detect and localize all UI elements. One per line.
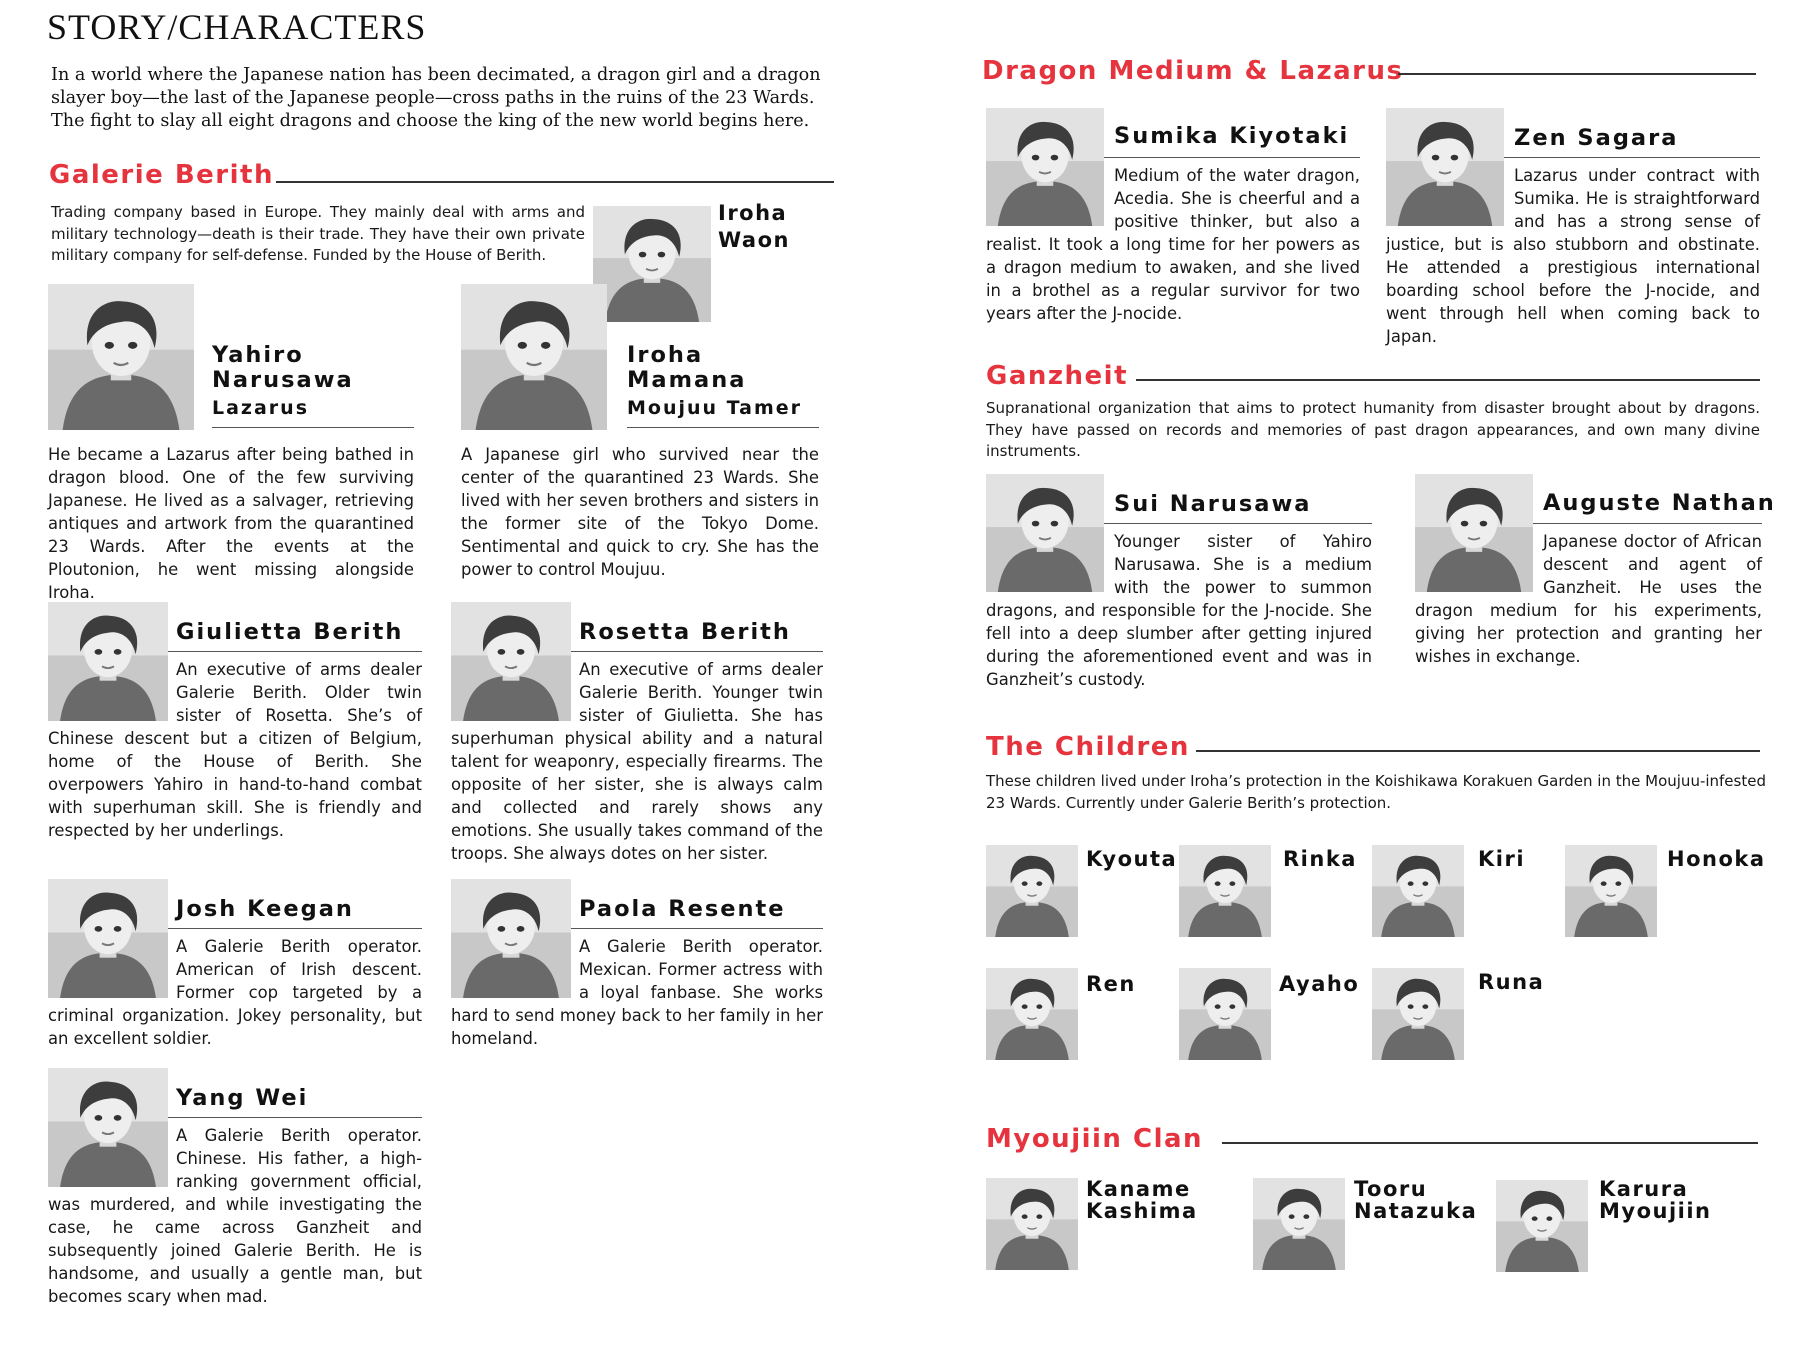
ganzheit-heading-rule — [1136, 379, 1760, 381]
giulietta-block — [48, 602, 422, 842]
yahiro-role: Lazarus — [212, 397, 310, 419]
paola-portrait — [451, 879, 571, 998]
iroha-waon-portrait — [593, 206, 711, 322]
paola-name: Paola Resente — [579, 896, 786, 922]
ren-portrait — [986, 968, 1078, 1060]
myoujiin-heading-rule — [1222, 1142, 1758, 1144]
honoka-name: Honoka — [1667, 847, 1766, 871]
josh-block — [48, 879, 422, 1050]
yahiro-last-name: Narusawa — [212, 367, 354, 393]
sui-block — [986, 474, 1372, 691]
iroha-mamana-first-name: Iroha — [627, 342, 704, 368]
yang-portrait — [48, 1068, 168, 1187]
josh-description: A Galerie Berith operator. American of Irish descent. Former cop targeted by a criminal organization. Jokey personality, but an excellent soldier. — [48, 937, 422, 1048]
zen-name: Zen Sagara — [1514, 125, 1679, 151]
children-heading-rule — [1196, 750, 1760, 752]
children-heading: The Children — [986, 732, 1190, 762]
iroha-waon-name — [718, 200, 790, 254]
sumika-block — [986, 108, 1360, 325]
ren-name: Ren — [1086, 972, 1136, 996]
sui-description: Younger sister of Yahiro Narusawa. She is a medium with the power to summon dragons, and responsible for the J-nocide. She fell into a deep slumber after getting injured during the aforementioned event and was in Ganzheit’s custody. — [986, 532, 1372, 689]
runa-name: Runa — [1478, 970, 1545, 994]
paola-description: A Galerie Berith operator. Mexican. Former actress with a loyal fanbase. She works hard to send money back to her family in her homeland. — [451, 937, 823, 1048]
iroha-waon-first-name: Iroha — [718, 201, 788, 225]
rinka-name: Rinka — [1283, 847, 1357, 871]
page-title: STORY/CHARACTERS — [47, 7, 427, 47]
rinka-portrait — [1179, 845, 1271, 937]
kaname-name: Kaname Kashima — [1086, 1177, 1198, 1223]
iroha-mamana-portrait — [461, 284, 607, 430]
auguste-portrait — [1415, 474, 1533, 592]
josh-portrait — [48, 879, 168, 998]
rosetta-description: An executive of arms dealer Galerie Berith. Younger twin sister of Giulietta. She has superhuman physical ability and a natural talent for weaponry, especially firearms. The opposite of her sister, she is always calm and collected and rarely shows any emotions. She usually takes command of the troops. She always dotes on her sister. — [451, 660, 823, 863]
children-description: These children lived under Iroha’s protection in the Koishikawa Korakuen Garden in the Moujuu-infested 23 Wards. Currently under Galerie Berith’s protection. — [986, 772, 1766, 812]
myoujiin-heading: Myoujiin Clan — [986, 1124, 1204, 1154]
dragon-medium-heading: Dragon Medium & Lazarus — [982, 56, 1404, 86]
iroha-mamana-last-name: Mamana — [627, 367, 747, 393]
galerie-berith-heading: Galerie Berith — [49, 160, 274, 190]
yang-name: Yang Wei — [176, 1085, 309, 1111]
yang-description: A Galerie Berith operator. Chinese. His father, a high-ranking government official, was murdered, and while investigating the case, he came across Ganzheit and subsequently joined Galerie Berith. He is handsome, and usually a gentle man, but becomes scary when mad. — [48, 1126, 422, 1306]
iroha-mamana-name-underline — [627, 427, 819, 428]
zen-portrait — [1386, 108, 1504, 226]
ganzheit-description: Supranational organization that aims to protect humanity from disaster brought about by dragons. They have passed on records and memories of past dragon appearances, and own many divine instruments. — [986, 399, 1760, 460]
yahiro-description: He became a Lazarus after being bathed in dragon blood. One of the few surviving Japanese. He lived as a salvager, retrieving antiques and artwork from the quarantined 23 Wards. After the events at the Ploutonion, he went missing alongside Iroha. — [48, 445, 414, 602]
galerie-description: Trading company based in Europe. They mainly deal with arms and military technology—death is their trade. They have their own private military company for self-defense. Funded by the House of Berith. — [51, 203, 585, 264]
iroha-waon-last-name: Waon — [718, 228, 790, 252]
kiri-name: Kiri — [1478, 847, 1526, 871]
kaname-portrait — [986, 1178, 1078, 1270]
intro-text: In a world where the Japanese nation has been decimated, a dragon girl and a dragon slayer boy—the last of the Japanese people—cross paths in the ruins of the 23 Wards. The fight to slay all eight dragons and choose the king of the new world begins here. — [51, 65, 821, 131]
giulietta-description: An executive of arms dealer Galerie Berith. Older twin sister of Rosetta. She’s of Chinese descent but a citizen of Belgium, home of the House of Berith. She overpowers Yahiro in hand-to-hand combat with superhuman skill. She is friendly and respected by her underlings. — [48, 660, 422, 840]
giulietta-portrait — [48, 602, 168, 721]
zen-description: Lazarus under contract with Sumika. He is straightforward and has a strong sense of justice, but is also stubborn and obstinate. He attended a prestigious international boarding school before the J-nocide, and went through hell when coming back to Japan. — [1386, 166, 1760, 346]
ayaho-portrait — [1179, 968, 1271, 1060]
galerie-heading-rule — [276, 181, 834, 183]
tooru-name: Tooru Natazuka — [1354, 1177, 1478, 1223]
yahiro-first-name: Yahiro — [212, 342, 304, 368]
zen-block — [1386, 108, 1760, 348]
kiri-portrait — [1372, 845, 1464, 937]
rosetta-portrait — [451, 602, 571, 721]
sui-name: Sui Narusawa — [1114, 491, 1312, 517]
yang-block — [48, 1068, 422, 1308]
karura-name: Karura Myoujiin — [1599, 1177, 1712, 1223]
sui-portrait — [986, 474, 1104, 592]
iroha-mamana-name — [627, 343, 746, 393]
giulietta-name: Giulietta Berith — [176, 619, 404, 645]
yahiro-portrait — [48, 284, 194, 430]
dragon-heading-rule — [1398, 73, 1756, 75]
sumika-name: Sumika Kiyotaki — [1114, 123, 1350, 149]
tooru-portrait — [1253, 1178, 1345, 1270]
rosetta-block — [451, 602, 823, 865]
rosetta-name: Rosetta Berith — [579, 619, 791, 645]
runa-portrait — [1372, 968, 1464, 1060]
sumika-description: Medium of the water dragon, Acedia. She is cheerful and a positive thinker, but also a realist. It took a long time for her powers as a dragon medium to awaken, and she lived in a brothel as a regular survivor for two years after the J-nocide. — [986, 166, 1360, 323]
auguste-description: Japanese doctor of African descent and agent of Ganzheit. He uses the dragon medium for his experiments, giving her protection and granting her wishes in exchange. — [1415, 532, 1762, 666]
josh-name: Josh Keegan — [176, 896, 354, 922]
iroha-mamana-description: A Japanese girl who survived near the center of the quarantined 23 Wards. She lived with her seven brothers and sisters in the former site of the Tokyo Dome. Sentimental and quick to cry. She has the power to control Moujuu. — [461, 445, 819, 579]
kyouta-name: Kyouta — [1086, 847, 1178, 871]
yahiro-name — [212, 343, 354, 393]
sumika-portrait — [986, 108, 1104, 226]
paola-block — [451, 879, 823, 1050]
honoka-portrait — [1565, 845, 1657, 937]
auguste-name: Auguste Nathan — [1543, 490, 1776, 516]
auguste-block — [1415, 474, 1776, 668]
yahiro-name-underline — [212, 427, 414, 428]
karura-portrait — [1496, 1180, 1588, 1272]
kyouta-portrait — [986, 845, 1078, 937]
ganzheit-heading: Ganzheit — [986, 361, 1129, 391]
iroha-mamana-role: Moujuu Tamer — [627, 397, 803, 419]
ayaho-name: Ayaho — [1279, 972, 1360, 996]
